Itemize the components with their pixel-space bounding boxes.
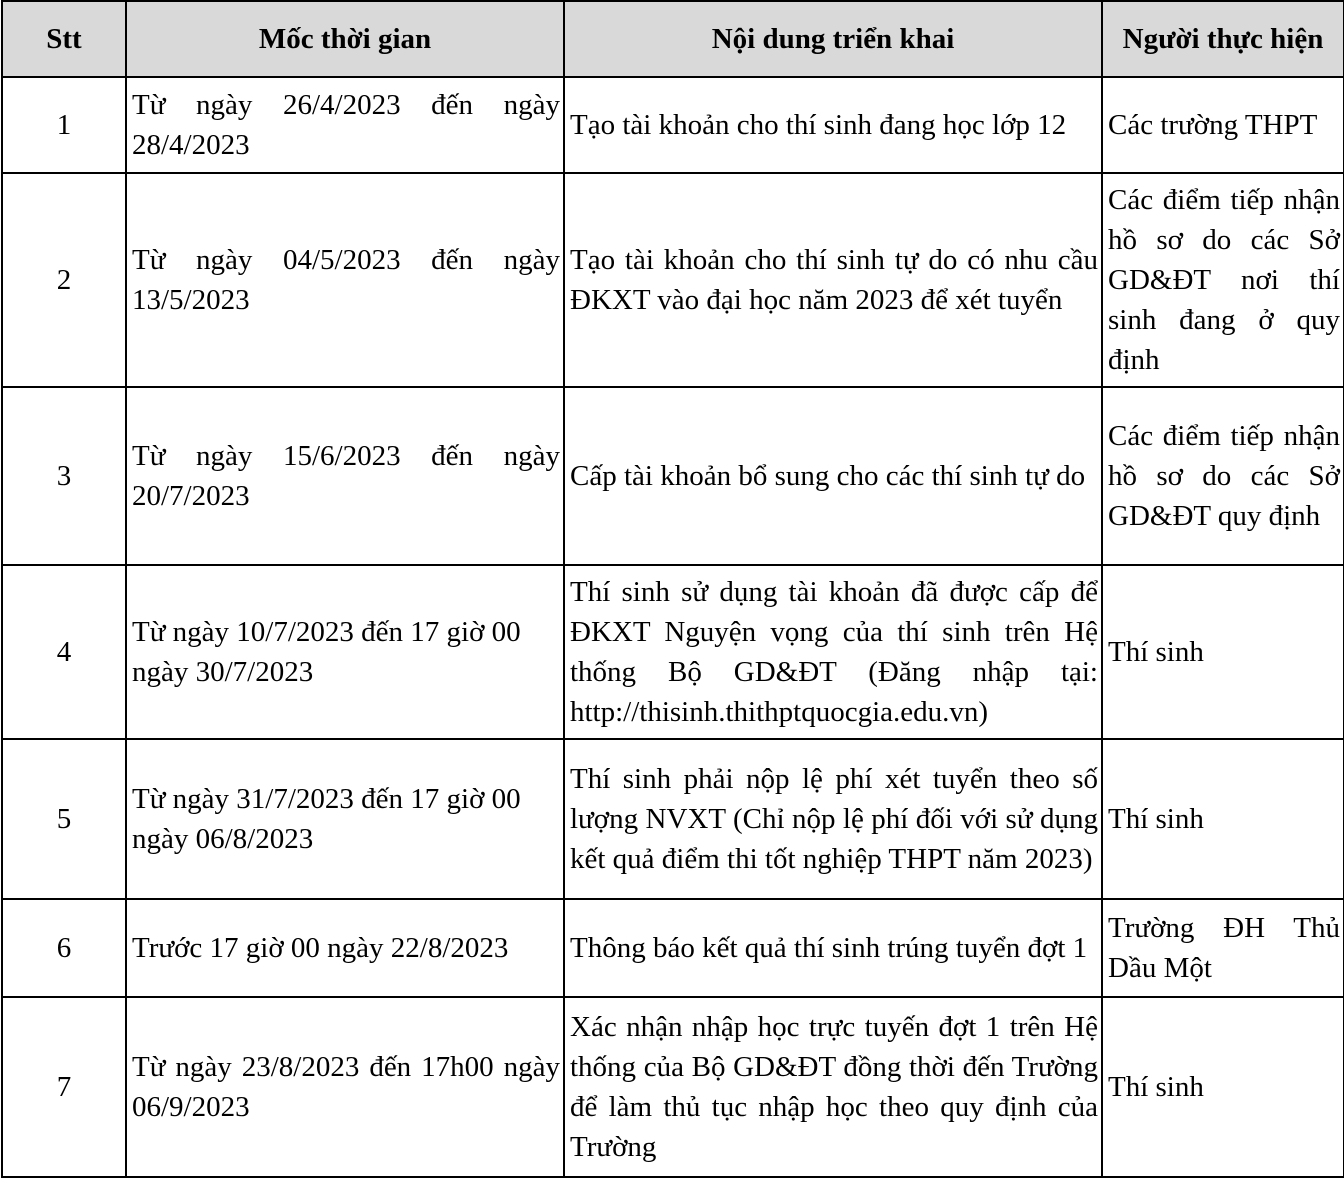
cell-content: Cấp tài khoản bổ sung cho các thí sinh tự do xyxy=(564,387,1102,565)
cell-stt: 7 xyxy=(2,997,126,1177)
schedule-table xyxy=(1,0,1344,1178)
cell-person: Thí sinh xyxy=(1102,565,1344,739)
table-row xyxy=(2,739,1344,899)
header-stt: Stt xyxy=(2,1,126,77)
table-row xyxy=(2,77,1344,173)
cell-person: Trường ĐH Thủ Dầu Một xyxy=(1102,899,1344,997)
cell-content: Tạo tài khoản cho thí sinh đang học lớp 12 xyxy=(564,77,1102,173)
cell-content: Thí sinh phải nộp lệ phí xét tuyển theo số lượng NVXT (Chỉ nộp lệ phí đối với sử dụng kết quả điểm thi tốt nghiệp THPT năm 2023) xyxy=(564,739,1102,899)
cell-person: Thí sinh xyxy=(1102,739,1344,899)
cell-time: Từ ngày 10/7/2023 đến 17 giờ 00 ngày 30/7/2023 xyxy=(126,565,564,739)
cell-stt: 5 xyxy=(2,739,126,899)
cell-stt: 4 xyxy=(2,565,126,739)
cell-time: Từ ngày 31/7/2023 đến 17 giờ 00 ngày 06/8/2023 xyxy=(126,739,564,899)
table-row xyxy=(2,565,1344,739)
table-row xyxy=(2,997,1344,1177)
cell-content: Thí sinh sử dụng tài khoản đã được cấp để ĐKXT Nguyện vọng của thí sinh trên Hệ thống Bộ GD&ĐT (Đăng nhập tại: http://thisinh.thithptquocgia.edu.vn) xyxy=(564,565,1102,739)
header-time: Mốc thời gian xyxy=(126,1,564,77)
table-row xyxy=(2,173,1344,387)
cell-stt: 1 xyxy=(2,77,126,173)
table-row xyxy=(2,387,1344,565)
cell-stt: 3 xyxy=(2,387,126,565)
cell-person: Các điểm tiếp nhận hồ sơ do các Sở GD&ĐT nơi thí sinh đang ở quy định xyxy=(1102,173,1344,387)
cell-person: Các trường THPT xyxy=(1102,77,1344,173)
cell-time: Từ ngày 23/8/2023 đến 17h00 ngày 06/9/2023 xyxy=(126,997,564,1177)
cell-time: Từ ngày 26/4/2023 đến ngày 28/4/2023 xyxy=(126,77,564,173)
cell-time: Trước 17 giờ 00 ngày 22/8/2023 xyxy=(126,899,564,997)
cell-stt: 6 xyxy=(2,899,126,997)
cell-stt: 2 xyxy=(2,173,126,387)
cell-content: Thông báo kết quả thí sinh trúng tuyển đợt 1 xyxy=(564,899,1102,997)
cell-time: Từ ngày 04/5/2023 đến ngày 13/5/2023 xyxy=(126,173,564,387)
cell-person: Thí sinh xyxy=(1102,997,1344,1177)
header-person: Người thực hiện xyxy=(1102,1,1344,77)
table-row xyxy=(2,899,1344,997)
cell-content: Xác nhận nhập học trực tuyến đợt 1 trên Hệ thống của Bộ GD&ĐT đồng thời đến Trường để làm thủ tục nhập học theo quy định của Trường xyxy=(564,997,1102,1177)
table-header-row xyxy=(2,1,1344,77)
cell-person: Các điểm tiếp nhận hồ sơ do các Sở GD&ĐT quy định xyxy=(1102,387,1344,565)
cell-time: Từ ngày 15/6/2023 đến ngày 20/7/2023 xyxy=(126,387,564,565)
cell-content: Tạo tài khoản cho thí sinh tự do có nhu cầu ĐKXT vào đại học năm 2023 để xét tuyển xyxy=(564,173,1102,387)
header-content: Nội dung triển khai xyxy=(564,1,1102,77)
